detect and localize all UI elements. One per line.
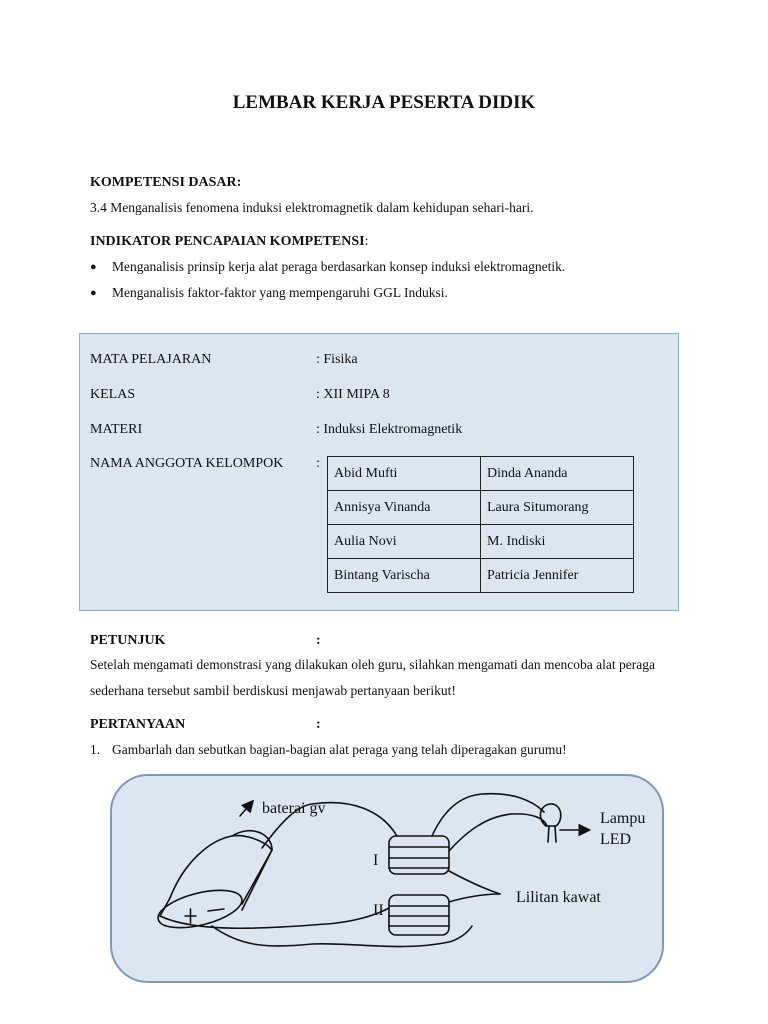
member-name: Annisya Vinanda xyxy=(328,491,481,525)
petunjuk-line-2: sederhana tersebut sambil berdiskusi menjawab pertanyaan berikut! xyxy=(90,683,456,698)
mata-pelajaran-label: MATA PELAJARAN xyxy=(90,352,212,367)
indikator-heading xyxy=(90,234,368,250)
pertanyaan-heading: PERTANYAAN xyxy=(90,717,186,732)
petunjuk-heading: PETUNJUK xyxy=(90,633,166,648)
coil-caption: Lilitan kawat xyxy=(516,889,601,906)
indikator-item-text: Menganalisis prinsip kerja alat peraga berdasarkan konsep induksi elektromagnetik. xyxy=(112,259,566,274)
member-name: Laura Situmorang xyxy=(481,491,634,525)
member-name: Dinda Ananda xyxy=(481,457,634,491)
page-title: LEMBAR KERJA PESERTA DIDIK xyxy=(232,92,536,113)
anggota-colon: : xyxy=(316,456,320,471)
question-1 xyxy=(90,742,567,758)
materi-value: : Induksi Elektromagnetik xyxy=(316,422,463,437)
member-name: Bintang Varischa xyxy=(328,559,481,593)
petunjuk-line-1: Setelah mengamati demonstrasi yang dilakukan oleh guru, silahkan mengamati dan mencoba alat peraga xyxy=(90,657,655,672)
question-text: Gambarlah dan sebutkan bagian-bagian alat peraga yang telah diperagakan gurumu! xyxy=(112,742,567,757)
kelas-label: KELAS xyxy=(90,387,136,402)
battery-label: baterai gv xyxy=(262,800,326,817)
petunjuk-colon: : xyxy=(316,633,321,648)
apparatus-drawing xyxy=(112,776,664,983)
coil-icon xyxy=(389,895,449,935)
kelas-value: : XII MIPA 8 xyxy=(316,387,390,402)
member-name: Aulia Novi xyxy=(328,525,481,559)
coil-icon xyxy=(389,836,449,874)
apparatus-diagram xyxy=(110,774,664,983)
battery-icon xyxy=(154,802,272,935)
table-row xyxy=(328,491,634,525)
member-name: M. Indiski xyxy=(481,525,634,559)
coil-label-2: II xyxy=(373,902,384,919)
kompetensi-heading: KOMPETENSI DASAR: xyxy=(90,175,242,190)
member-name: Patricia Jennifer xyxy=(481,559,634,593)
bullet-icon: ● xyxy=(90,261,97,273)
indikator-colon: : xyxy=(364,234,369,249)
pertanyaan-colon: : xyxy=(316,717,321,732)
coil-label-1: I xyxy=(373,852,379,869)
indikator-heading-text: INDIKATOR PENCAPAIAN KOMPETENSI xyxy=(90,234,365,249)
member-name: Abid Mufti xyxy=(328,457,481,491)
lamp-label-1: Lampu xyxy=(600,810,646,827)
table-row xyxy=(328,457,634,491)
question-number: 1. xyxy=(90,742,101,757)
mata-pelajaran-value: : Fisika xyxy=(316,352,358,367)
lamp-label-2: LED xyxy=(600,831,632,848)
led-icon xyxy=(540,804,588,842)
materi-label: MATERI xyxy=(90,422,143,437)
bullet-icon: ● xyxy=(90,287,97,299)
kompetensi-text: 3.4 Menganalisis fenomena induksi elektromagnetik dalam kehidupan sehari-hari. xyxy=(90,200,534,215)
indikator-item-text: Menganalisis faktor-faktor yang mempengaruhi GGL Induksi. xyxy=(112,285,448,300)
table-row xyxy=(328,525,634,559)
anggota-label: NAMA ANGGOTA KELOMPOK xyxy=(90,456,284,471)
table-row xyxy=(328,559,634,593)
indikator-item xyxy=(90,285,448,301)
identity-box xyxy=(79,333,679,611)
indikator-item xyxy=(90,259,565,275)
members-table xyxy=(327,456,634,593)
